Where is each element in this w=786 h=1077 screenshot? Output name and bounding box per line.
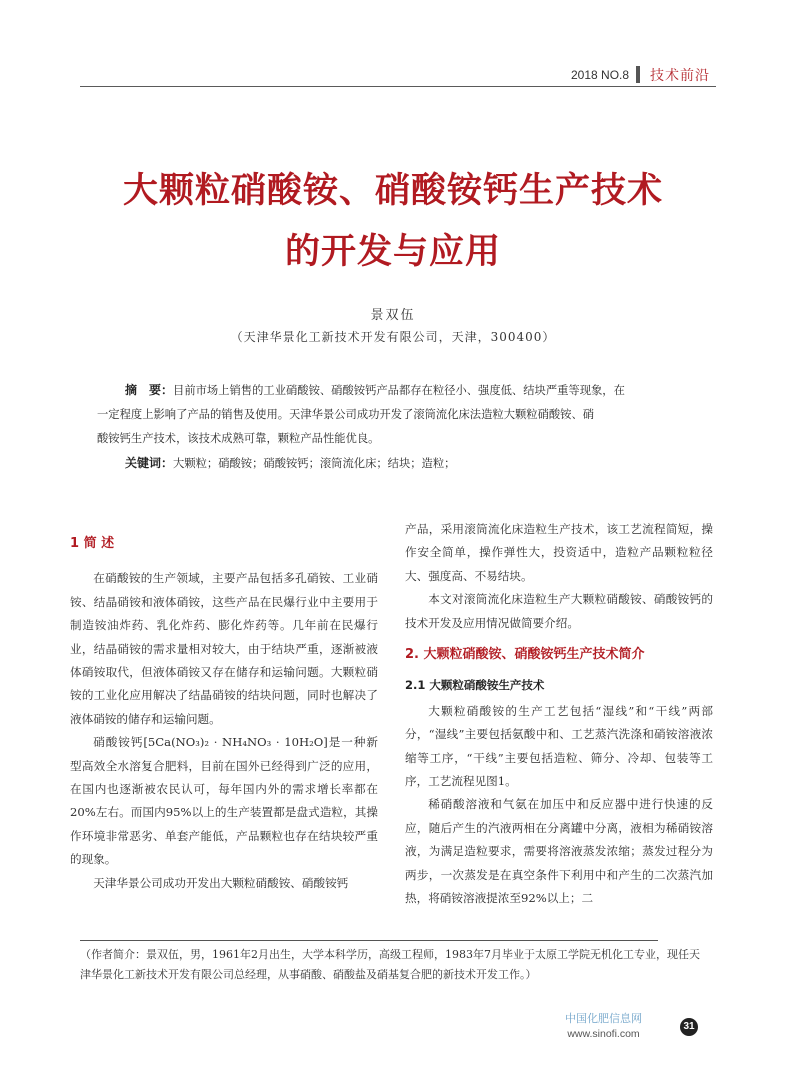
subsection-heading-2-1: 2.1 大颗粒硝酸铵生产技术 xyxy=(405,678,545,693)
paragraph: 硝酸铵钙[5Ca(NO₃)₂ · NH₄NO₃ · 10H₂O]是一种新型高效全水溶复合肥料，目前在国外已经得到广泛的应用，在国内也逐渐被农民认可，每年国内外的需求增长率都在20%左右。而国内95%以上的生产装置都是盘式造粒，其操作环境非常恶劣、单套产能低，产品颗粒也存在结块较严重的现象。 xyxy=(70,735,378,867)
abstract-text-1: 目前市场上销售的工业硝酸铵、硝酸铵钙产品都存在粒径小、强度低、结块严重等现象，在 xyxy=(173,384,625,397)
paragraph: 天津华景公司成功开发出大颗粒硝酸铵、硝酸铵钙 xyxy=(93,875,349,890)
author-footnote: （作者简介：景双伍，男，1961年2月出生，大学本科学历，高级工程师，1983年7月毕业于太原工学院无机化工专业，现任天津华景化工新技术开发有限公司总经理，从事硝酸、硝酸盐及硝基复合肥的新技术开发工作。） xyxy=(80,948,700,981)
abstract-line1 xyxy=(97,378,697,403)
paragraph: 在硝酸铵的生产领域，主要产品包括多孔硝铵、工业硝铵、结晶硝铵和液体硝铵，这些产品在民爆行业中主要用于制造铵油炸药、乳化炸药、膨化炸药等。几年前在民爆行业，结晶硝铵的需求量相对较大，由于结块严重，逐渐被液体硝铵取代，但液体硝铵又存在储存和运输问题。大颗粒硝铵的工业化应用解决了结晶硝铵的结块问题，同时也解决了液体硝铵的储存和运输问题。 xyxy=(70,571,378,726)
site-name: 中国化肥信息网 xyxy=(565,1013,642,1025)
header-rule xyxy=(80,86,716,87)
article-title-line2: 的开发与应用 xyxy=(284,232,501,272)
site-url: www.sinofi.com xyxy=(567,1028,640,1040)
header-divider-bar xyxy=(636,66,640,83)
abstract-line3: 酸铵钙生产技术，该技术成熟可靠，颗粒产品性能优良。 xyxy=(97,432,380,445)
paragraph: 本文对滚筒流化床造粒生产大颗粒硝酸铵、硝酸铵钙的技术开发及应用情况做简要介绍。 xyxy=(405,592,713,630)
footnote-rule xyxy=(80,940,658,941)
section-tag: 技术前沿 xyxy=(650,68,710,84)
issue-number: 2018 NO.8 xyxy=(571,68,630,82)
site-branding xyxy=(565,1010,642,1040)
paragraph: 稀硝酸溶液和气氨在加压中和反应器中进行快速的反应，随后产生的汽液两相在分离罐中分离，液相为稀硝铵溶液，为满足造粒要求，需要将溶液蒸发浓缩；蒸发过程分为两步，一次蒸发是在真空条件下利用中和产生的二次蒸汽加热，将硝铵溶液提浓至92%以上；二 xyxy=(405,797,713,906)
abstract-line2: 一定程度上影响了产品的销售及使用。天津华景公司成功开发了滚筒流化床法造粒大颗粒硝酸铵、硝 xyxy=(97,408,595,421)
paragraph: 大颗粒硝酸铵的生产工艺包括“湿线”和“干线”两部分，“湿线”主要包括氨酸中和、工艺蒸汽洗涤和硝铵溶液浓缩等工序，“干线”主要包括造粒、筛分、冷却、包装等工序，工艺流程见图1。 xyxy=(405,703,713,789)
keywords-line xyxy=(97,451,697,476)
author-affiliation: （天津华景化工新技术开发有限公司，天津，300400） xyxy=(230,330,556,344)
left-column xyxy=(70,532,378,895)
keywords-text: 大颗粒；硝酸铵；硝酸铵钙；滚筒流化床；结块；造粒； xyxy=(173,457,456,470)
article-title-line1: 大颗粒硝酸铵、硝酸铵钙生产技术 xyxy=(122,171,663,211)
right-column xyxy=(405,518,713,911)
abstract xyxy=(97,378,697,476)
author-name: 景双伍 xyxy=(370,308,416,323)
section-heading-2: 2. 大颗粒硝酸铵、硝酸铵钙生产技术简介 xyxy=(405,647,645,663)
paragraph: 产品，采用滚筒流化床造粒生产技术，该工艺流程简短，操作安全简单，操作弹性大，投资适中，造粒产品颗粒粒径大、强度高、不易结块。 xyxy=(405,522,713,583)
page-number: 31 xyxy=(680,1018,698,1036)
section-heading-1: 1 简 述 xyxy=(70,536,115,551)
keywords-label: 关键词： xyxy=(125,456,174,470)
abstract-label: 摘 要： xyxy=(125,383,174,397)
